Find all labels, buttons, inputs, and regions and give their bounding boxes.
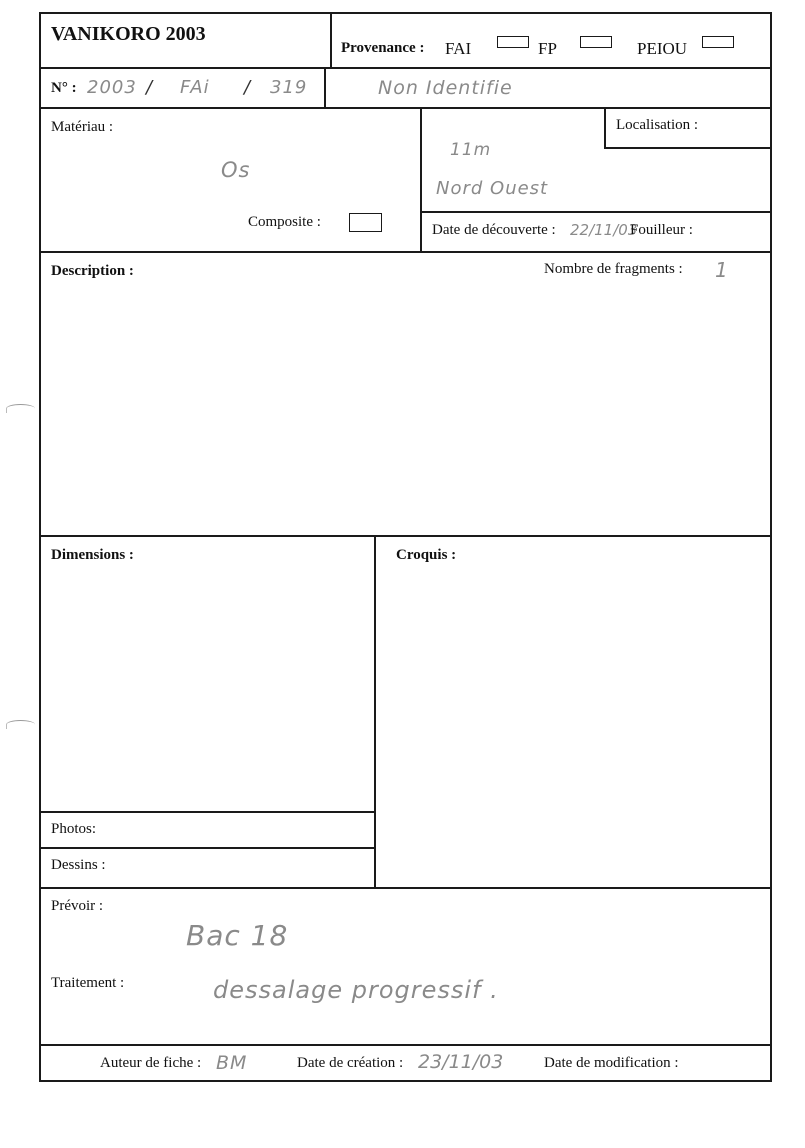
provenance-label: Provenance : [341, 40, 425, 56]
modified-label: Date de modification : [544, 1055, 679, 1071]
frame-left [39, 12, 41, 1082]
created-value: 23/11/03 [418, 1051, 504, 1073]
frame-bottom [39, 1080, 772, 1082]
divider-localisation-bottom [604, 147, 772, 149]
author-value: BM [216, 1052, 248, 1074]
number-separator-2: / [244, 77, 252, 98]
discovery-date-label: Date de découverte : [432, 222, 556, 238]
photos-label: Photos: [51, 821, 97, 837]
number-year: 2003 [87, 77, 137, 98]
description-label: Description : [51, 263, 134, 279]
divider-localisation-left [604, 107, 606, 149]
number-site: FAi [180, 77, 210, 98]
fragments-label: Nombre de fragments : [544, 261, 683, 277]
checkbox-fp[interactable] [580, 36, 612, 48]
number-label: N° : [51, 80, 77, 96]
frame-top [39, 12, 772, 14]
divider-number-col [324, 67, 326, 109]
checkbox-peiou[interactable] [702, 36, 734, 48]
divider-discovery-top [420, 211, 772, 213]
divider-photos [39, 811, 375, 813]
fragments-value: 1 [715, 258, 729, 282]
provenance-option-fp: FP [538, 39, 557, 58]
composite-checkbox[interactable] [349, 213, 382, 232]
form-title: VANIKORO 2003 [51, 23, 206, 45]
material-value: Os [221, 158, 251, 182]
divider-header [39, 67, 772, 69]
localisation-depth: 11m [450, 140, 492, 160]
binder-mark-top [6, 404, 35, 413]
divider-material-col [420, 107, 422, 253]
created-label: Date de création : [297, 1055, 404, 1071]
discovery-date-value: 22/11/03 [570, 221, 638, 239]
material-label: Matériau : [51, 119, 114, 135]
treatment-value: dessalage progressif . [213, 976, 499, 1004]
provenance-option-fai: FAI [445, 39, 472, 58]
identification-value: Non Identifie [378, 77, 513, 99]
author-label: Auteur de fiche : [100, 1055, 202, 1071]
drawings-label: Dessins : [51, 857, 106, 873]
treatment-label: Traitement : [51, 975, 125, 991]
localisation-area: Nord Ouest [436, 178, 549, 199]
number-id: 319 [270, 77, 308, 98]
divider-number [39, 107, 772, 109]
frame-right [770, 12, 772, 1082]
divider-drawings [39, 847, 375, 849]
checkbox-fai[interactable] [497, 36, 529, 48]
number-separator-1: / [146, 77, 154, 98]
dimensions-label: Dimensions : [51, 547, 134, 563]
divider-dimensions-col [374, 535, 376, 889]
excavator-label: Fouilleur : [630, 222, 693, 238]
divider-plan [39, 887, 772, 889]
provenance-option-peiou: PEIOU [637, 39, 688, 58]
sketch-label: Croquis : [396, 547, 457, 563]
plan-value: Bac 18 [186, 919, 289, 952]
divider-material [39, 251, 772, 253]
binder-mark-bottom [6, 720, 35, 729]
divider-header-col [330, 12, 332, 69]
composite-label: Composite : [248, 214, 321, 230]
divider-description [39, 535, 772, 537]
divider-footer [39, 1044, 772, 1046]
localisation-label: Localisation : [616, 117, 699, 133]
plan-label: Prévoir : [51, 898, 104, 914]
